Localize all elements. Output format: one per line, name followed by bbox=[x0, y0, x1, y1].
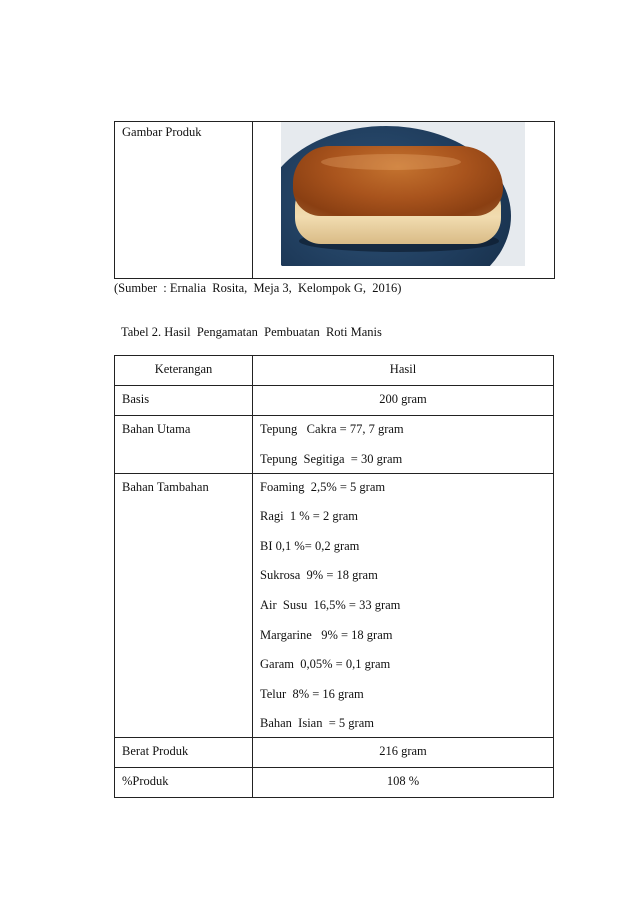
table-row bbox=[115, 386, 554, 416]
row-value: 108 % bbox=[253, 768, 554, 798]
product-image-table bbox=[114, 121, 555, 279]
row-value-list bbox=[253, 416, 554, 474]
header-hasil: Hasil bbox=[253, 356, 554, 386]
table-row bbox=[115, 768, 554, 798]
row-value-line: Tepung Segitiga = 30 gram bbox=[260, 451, 403, 466]
row-key: Bahan Tambahan bbox=[115, 473, 253, 738]
row-value-line: Air Susu 16,5% = 33 gram bbox=[260, 597, 401, 612]
product-image-label-cell bbox=[115, 122, 253, 279]
table-row bbox=[115, 738, 554, 768]
source-note: (Sumber : Ernalia Rosita, Meja 3, Kelompok G, 2016) bbox=[114, 281, 402, 295]
row-key: Berat Produk bbox=[115, 738, 253, 768]
table-caption: Tabel 2. Hasil Pengamatan Pembuatan Roti Manis bbox=[121, 325, 382, 339]
table-header-row bbox=[115, 356, 554, 386]
row-value-line: Foaming 2,5% = 5 gram bbox=[260, 479, 386, 494]
product-image-label: Gambar Produk bbox=[122, 125, 202, 139]
observation-table bbox=[114, 355, 554, 798]
table-row bbox=[115, 416, 554, 474]
row-value-line: Margarine 9% = 18 gram bbox=[260, 627, 393, 642]
row-value-line: BI 0,1 %= 0,2 gram bbox=[260, 538, 360, 553]
row-key: Bahan Utama bbox=[115, 416, 253, 474]
row-value-line: Ragi 1 % = 2 gram bbox=[260, 509, 359, 524]
product-image-cell bbox=[253, 122, 555, 279]
row-value-line: Garam 0,05% = 0,1 gram bbox=[260, 657, 391, 672]
row-value-list bbox=[253, 473, 554, 738]
row-value: 216 gram bbox=[253, 738, 554, 768]
row-value-line: Sukrosa 9% = 18 gram bbox=[260, 568, 378, 583]
row-value-line: Tepung Cakra = 77, 7 gram bbox=[260, 422, 404, 436]
table-row bbox=[115, 473, 554, 738]
row-value-line: Telur 8% = 16 gram bbox=[260, 686, 364, 701]
row-key: %Produk bbox=[115, 768, 253, 798]
row-key: Basis bbox=[115, 386, 253, 416]
header-keterangan: Keterangan bbox=[115, 356, 253, 386]
row-value: 200 gram bbox=[253, 386, 554, 416]
bread-loaf-photo bbox=[281, 122, 525, 266]
row-value-line: Bahan Isian = 5 gram bbox=[260, 716, 374, 731]
